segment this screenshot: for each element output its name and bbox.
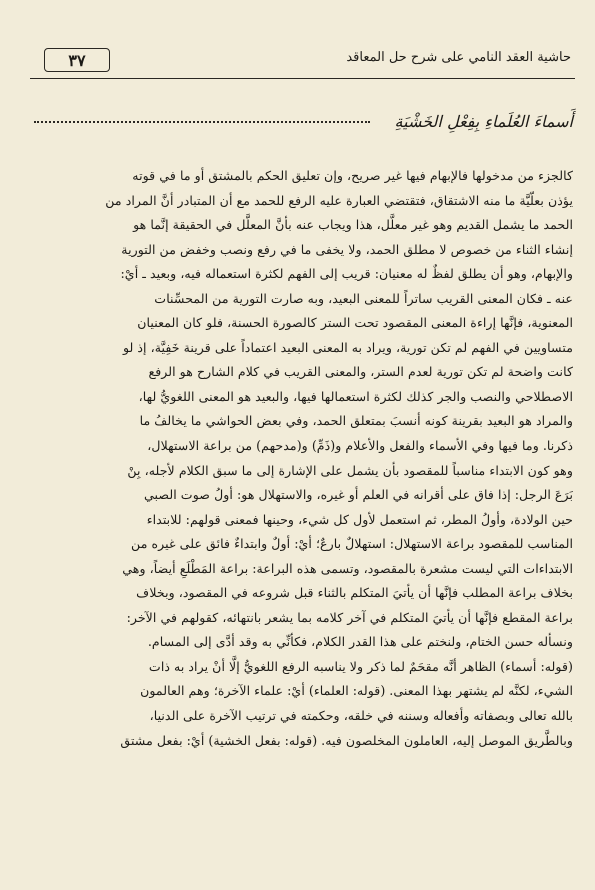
text-line: بالله تعالى وبصفاته وأفعاله وسننه في خلقه، وحكمته في ترتيب الآخرة على الدنيا، (149, 708, 573, 724)
text-line: الابتداءات التي ليست مشعرة بالمقصود، وتسمى هذه البراعة: براعة المَطْلَعِ أيضاً، وهي (122, 560, 573, 576)
text-line: (قوله: أسماء) الظاهر أنَّه مقحَمٌ لما ذكر ولا يناسبه الرفع اللغويُّ إلَّا أنْ يراد به ذات (148, 658, 573, 674)
text-line: متساويين في الفهم لم تكن تورية، ويراد به المعنى البعيد اعتماداً على قرينة خَفِيَّة، إذ لو (122, 339, 573, 355)
body-text (30, 164, 573, 753)
text-line: الشيء، لكنَّه لم يشتهر بهذا المعنى. (قوله: العلماء) أيْ: علماء الآخرة؛ وهم العالمون (140, 683, 573, 699)
text-line: وبالطَّريق الموصل إليه، العاملون المخلصون فيه. (قوله: بفعل الخشية) أيْ: بفعل مشتق (120, 732, 573, 748)
text-line: كالجزء من مدخولها فالإبهام فيها غير صريح، وإن تعليق الحكم بالمشتق أو ما في قوته (132, 168, 573, 183)
text-line: المناسب للمقصود براعة الاستهلال: استهلالٌ بارعٌ؛ أيْ: أولٌ وابتداءٌ فائق على غيره من (131, 536, 573, 552)
text-line: ونسأله حسن الختام، ولنختم على هذا القدر الكلام، فكأنِّي به وقد أدَّى إلى المسام. (147, 634, 573, 650)
text-line: الحمد ما يشمل القديم وهو غير معلَّل، هذا ويجاب عنه بأنَّ المعلَّل في الحقيقة إنَّما هو (133, 217, 573, 233)
text-line: ذكرنا. وما فيها وفي الأسماء والفعل والأعلام و(ذَمِّ) و(مدحهم) من براعة الاستهلال، (147, 438, 573, 454)
text-line: براعة المقطع فإنَّها أن يأتيَ المتكلم في آخر كلامه بما يشعر بانتهائه، كقولهم في الآخر: (126, 609, 573, 625)
text-line: الاصطلاحي والنصب والجر كذلك لكثرة استعمالها فيها، والبعيد هو المعنى اللغويُّ لها، (138, 388, 573, 404)
dotted-leader (34, 121, 370, 123)
text-line: المعنوية، فإنَّها إراءة المعنى المقصود تحت الستر كالصورة الحسنة، فلو كان المعنيان (137, 315, 573, 331)
page-number: ٣٧ (68, 50, 86, 70)
page-header (30, 42, 575, 79)
text-line: بخلاف براعة المطلب فإنَّها أن يأتيَ المتكلم بالثناء قبل شروعه في المقصود، وبخلاف (136, 585, 573, 601)
text-line: يؤذن بعلّيَّة ما منه الاشتقاق، فتقتضي العبارة عليه الرفع للحمد مع أن المتبادر أنَّ المراد من (105, 192, 573, 208)
text-line: وهو كون الابتداء مناسباً للمقصود بأن يشمل على الإشارة إلى ما سبق الكلام لأجله، بِنْ (127, 462, 573, 478)
text-line: حين الولادة، وأولُ المطر، ثم استعمل لأول كل شيء، وحينها فمعنى قولهم: للابتداء (146, 511, 573, 527)
text-line: والمراد هو البعيد بقرينة كونه أنسبَ بمتعلق الحمد، وفي بعض الحواشي ما يخالفُ ما (139, 413, 573, 429)
text-line: إنشاء الثناء من خصوص لا مطلق الحمد، ولا يخفى ما في رفع ونصب وخفض من التورية (121, 241, 573, 257)
running-title: حاشية العقد النامي على شرح حل المعاقد (346, 50, 571, 65)
section-title: أَسماءَ العُلَماءِ بِفِعْلِ الخَشْيَةِ (394, 112, 573, 131)
text-line: بَرَعَ الرجل: إذا فاق على أقرانه في العلم أو غيره، والاستهلال هو: أولُ صوت الصبي (143, 487, 573, 503)
text-line: كانت واضحة لم تكن تورية لعدم الستر، والمعنى القريب في كلام الشارح هو الرفع (148, 364, 573, 380)
text-line: والإبهام، وهو أن يطلق لفظٌ له معنيان: قريب إلى الفهم لكثرة استعماله فيه، وبعيد ـ أيْ: (120, 266, 573, 282)
page-number-box (44, 48, 110, 72)
text-line: عنه ـ فكان المعنى القريب ساتراً للمعنى البعيد، وبه صارت التورية من المحسِّنات (154, 290, 573, 306)
